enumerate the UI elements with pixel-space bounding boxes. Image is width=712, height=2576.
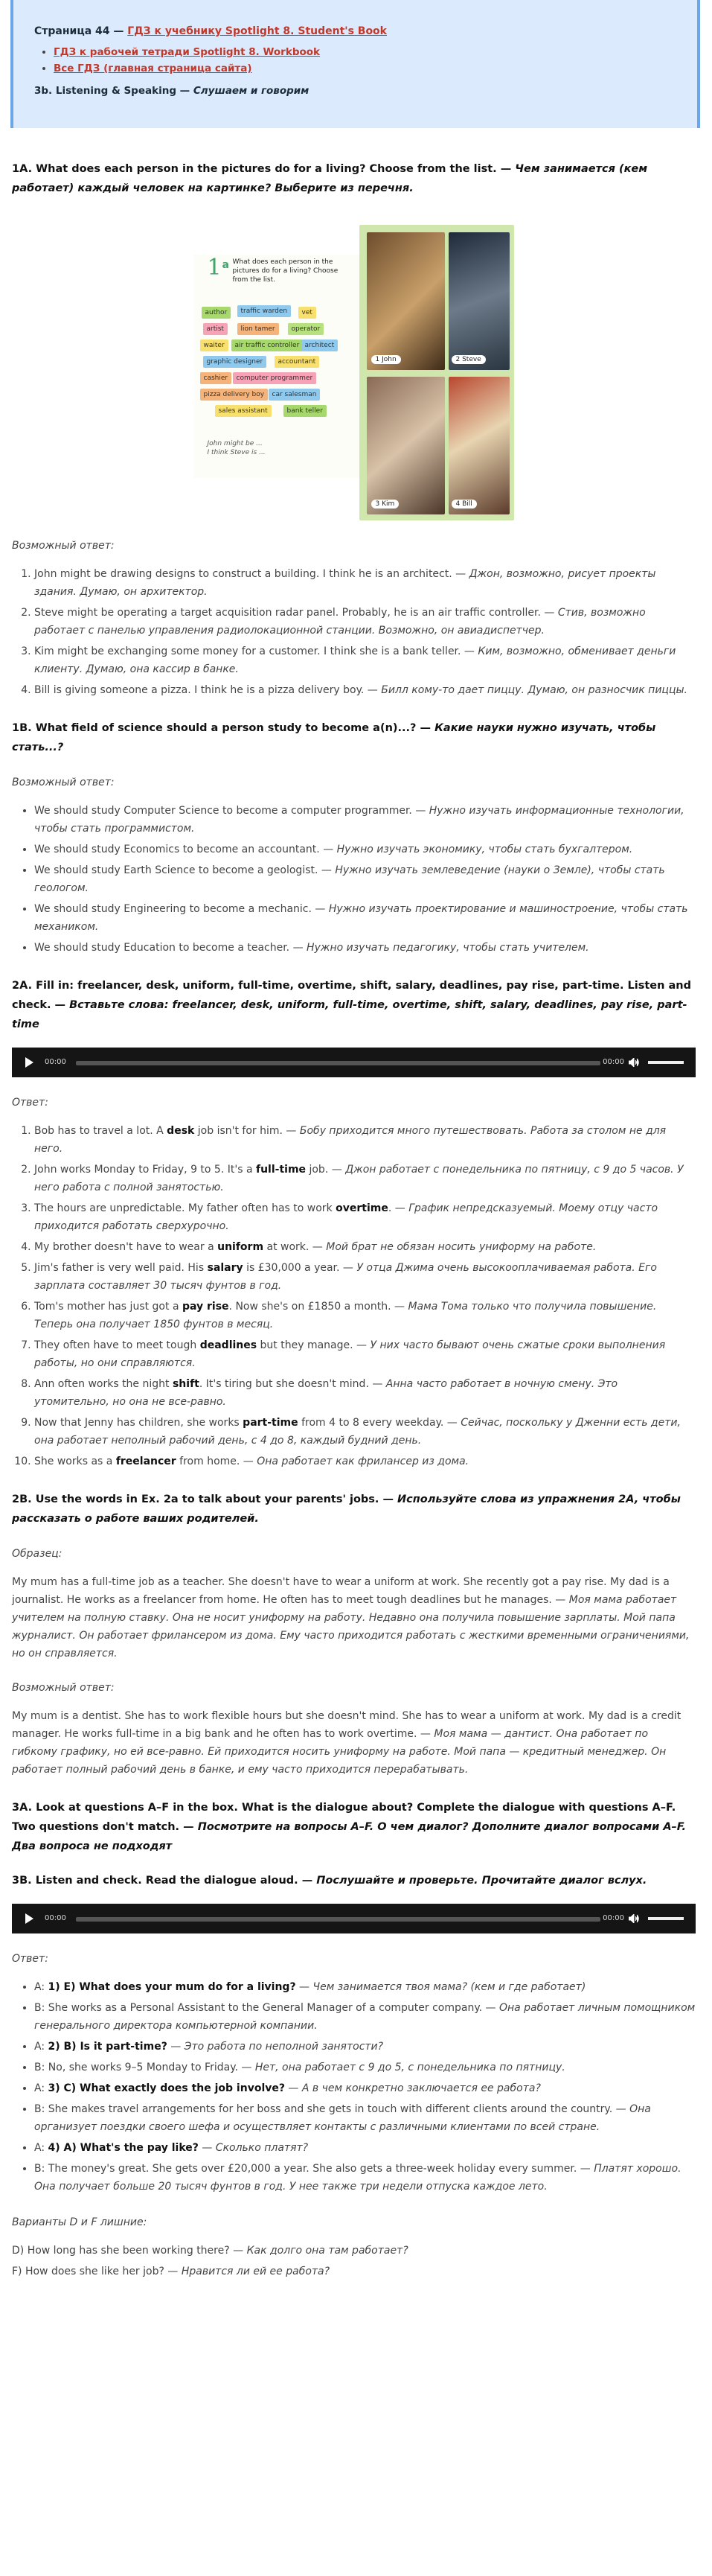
answer-ru: Джон, возможно, рисует проекты здания. Думаю, он архитектор.: [34, 568, 656, 598]
dialogue-line: [34, 2100, 696, 2136]
line-ru: Это работа по неполной занятости?: [184, 2041, 384, 2053]
answer-text: Bob has to travel a lot. A: [34, 1125, 167, 1137]
answer-text: is £30,000 a year. —: [243, 1262, 353, 1274]
question: 2) B) Is it part-time?: [48, 2041, 167, 2053]
list-item: [34, 802, 696, 838]
answer-ru: Стив, возможно работает с панелью управления радиолокационной станции. Возможно, он авиадиспетчер.: [34, 607, 646, 637]
line-ru: Сколько платят?: [215, 2142, 309, 2154]
photo-label: 1 John: [371, 355, 401, 364]
dialogue-list: [12, 1978, 696, 2196]
dialogue-line: [34, 2079, 696, 2097]
answer-ru: Мама Тома только что получила повышение. Теперь она получает 1850 фунтов в месяц.: [34, 1301, 657, 1330]
section-title: [34, 85, 676, 97]
answer-ru: Нужно изучать проектирование и машиностроение, чтобы стать механиком.: [34, 903, 688, 933]
job-chip: sales assistant: [215, 405, 272, 417]
sample-paragraph: [12, 1573, 696, 1662]
answer-ru: Нужно изучать экономику, чтобы стать бухгалтером.: [336, 844, 633, 855]
duration: 00:00: [603, 1058, 624, 1066]
example-line: John might be ...: [207, 440, 263, 447]
line-ru: Она работает личным помощником генерального директора компьютерной компании.: [34, 2002, 696, 2032]
current-time: 00:00: [45, 1914, 66, 1922]
answer-ru: Билл кому-то дает пиццу. Думаю, он разносчик пиццы.: [381, 684, 687, 696]
job-chip: lion tamer: [237, 323, 279, 335]
answer-ru: Нужно изучать информационные технологии, чтобы стать программистом.: [34, 805, 684, 835]
list-item: [34, 565, 696, 601]
answer-word: salary: [207, 1262, 243, 1274]
answer-text: They often have to meet tough: [34, 1339, 200, 1351]
answer-en: John might be drawing designs to construct a building. I think he is an architect. —: [34, 568, 466, 580]
line-en: The money's great. She gets over £20,000 a year. She also gets a three-week holiday every summer. —: [48, 2163, 591, 2175]
job-chip: car salesman: [269, 389, 321, 401]
answer-ru: Ким, возможно, обменивает деньги клиенту. Думаю, она кассир в банке.: [34, 645, 676, 675]
textbook-example-note: [208, 439, 266, 457]
list-item: [34, 1199, 696, 1235]
answer-text: . It's tiring but she doesn't mind. —: [199, 1378, 383, 1390]
photo-label: 2 Steve: [452, 355, 486, 364]
list-item: [34, 604, 696, 640]
speaker: A:: [34, 1981, 48, 1993]
list-item: [34, 900, 696, 936]
link-list: [34, 46, 676, 74]
section-title-ru: Слушаем и говорим: [193, 85, 310, 97]
volume-icon[interactable]: [629, 1058, 639, 1067]
sample-en: My mum has a full-time job as a teacher. She doesn't have to wear a uniform at work. She recently got a pay rise. My dad is a journalist. He works as a freelancer from home. He often has to meet tough deadlines but he manages. —: [12, 1576, 670, 1606]
photo-steve: [449, 232, 510, 370]
answer-word: uniform: [217, 1241, 264, 1253]
answer-text: from 4 to 8 every weekday. —: [298, 1417, 458, 1429]
line-en: —: [198, 2142, 213, 2154]
line-en: She makes travel arrangements for her boss and she gets in touch with different clients around the country. —: [48, 2103, 626, 2115]
line-en: —: [284, 2082, 299, 2094]
dialogue-line: [34, 1999, 696, 2035]
extra-label: Варианты D и F лишние:: [12, 2216, 147, 2228]
extra-en: F) How does she like her job? —: [12, 2266, 179, 2277]
speaker: A:: [34, 2082, 48, 2094]
task-letter: a: [222, 259, 229, 271]
answer-text: job. —: [306, 1164, 342, 1176]
section-title-en: 3b. Listening & Speaking —: [34, 85, 190, 97]
answer-ru: График непредсказуемый. Моему отцу часто приходится работать сверхурочно.: [34, 1202, 658, 1232]
photo-john: [367, 232, 445, 370]
answer-word: part-time: [243, 1417, 298, 1429]
task-1a-heading: [12, 159, 696, 198]
answer-label: Возможный ответ:: [12, 777, 115, 788]
answer-word: desk: [167, 1125, 195, 1137]
task-2a-title-en: 2A. Fill in: freelancer, desk, uniform, full-time, overtime, shift, salary, deadlines, pay rise, part-time. Listen and check. —: [12, 980, 691, 1011]
list-item: [34, 643, 696, 678]
extra-en: D) How long has she been working there? —: [12, 2245, 244, 2257]
answer-text: The hours are unpredictable. My father often has to work: [34, 1202, 336, 1214]
task-3a-heading: [12, 1798, 696, 1856]
task-3b-heading: [12, 1871, 696, 1890]
list-item: [12, 2263, 696, 2280]
task-3b-title-ru: Послушайте и проверьте. Прочитайте диалог вслух.: [316, 1875, 647, 1887]
sample-ru: Моя мама работает учителем на полную ставку. Она не носит униформу на работу. Недавно она получила повышение зарплаты. Мой папа журналист. Он работает фрилансером из дома. Ему часто приходится работать с жесткими временными ограничениями, но он справляется.: [12, 1594, 690, 1660]
task-3b-title-en: 3B. Listen and check. Read the dialogue aloud. —: [12, 1875, 313, 1887]
answer-text: She works as a: [34, 1456, 116, 1467]
speaker: B:: [34, 2163, 48, 2175]
textbook-task-text: What does each person in the pictures do for a living? Choose from the list.: [232, 258, 339, 284]
photo-label: 3 Kim: [371, 500, 400, 508]
answer-ru: Нужно изучать землеведение (науки о Земле), чтобы стать геологом.: [34, 864, 665, 894]
line-ru: Она организует поездки своего шефа и осуществляет контакты с различными клиентами по всей стране.: [34, 2103, 651, 2133]
answer-ru: Анна часто работает в ночную смену. Это утомительно, но она не все-равно.: [34, 1378, 618, 1408]
photo-label: 4 Bill: [452, 500, 477, 508]
list-item: [34, 1259, 696, 1295]
answer-ru: У них часто бывают очень сжатые сроки выполнения работы, но они справляются.: [34, 1339, 666, 1369]
question: 1) E) What does your mum do for a living?: [48, 1981, 296, 1993]
answer-ru: Нужно изучать педагогику, чтобы стать учителем.: [307, 942, 589, 954]
extra-ru: Нравится ли ей ее работа?: [181, 2266, 330, 2277]
dialogue-line: [34, 2160, 696, 2196]
task-1b-title-ru: Какие науки нужно изучать, чтобы стать...?: [12, 722, 656, 753]
job-chip: graphic designer: [203, 356, 267, 368]
extra-ru: Как долго она там работает?: [246, 2245, 408, 2257]
job-chip: pizza delivery boy: [200, 389, 269, 401]
speaker: B:: [34, 2002, 48, 2014]
volume-icon[interactable]: [629, 1914, 639, 1923]
sample-label: Образец:: [12, 1548, 62, 1560]
example-line: I think Steve is ...: [207, 449, 266, 456]
link-home[interactable]: Все ГДЗ (главная страница сайта): [54, 63, 252, 74]
play-icon[interactable]: [25, 1913, 33, 1924]
answer-en: We should study Economics to become an accountant. —: [34, 844, 334, 855]
task-2b-title-ru: Используйте слова из упражнения 2A, чтобы рассказать о работе ваших родителей.: [12, 1493, 681, 1525]
answer-text: . Now she's on £1850 a month. —: [228, 1301, 405, 1313]
task-2a-title-ru: Вставьте слова: freelancer, desk, uniform, full-time, overtime, shift, salary, deadlines, pay rise, part-time: [12, 999, 687, 1030]
job-chip: accountant: [275, 356, 320, 368]
photo-bill: [449, 377, 510, 514]
answer-ru: Она работает как фрилансер из дома.: [257, 1456, 469, 1467]
answer-en: We should study Engineering to become a mechanic. —: [34, 903, 326, 915]
list-item: [34, 939, 696, 957]
answer-text: My brother doesn't have to wear a: [34, 1241, 218, 1253]
line-en: She works as a Personal Assistant to the General Manager of a computer company. —: [48, 2002, 496, 2014]
dialogue-line: [34, 2038, 696, 2056]
answer-word: deadlines: [199, 1339, 257, 1351]
list-item: [54, 46, 676, 58]
list-item: [34, 1161, 696, 1196]
answer-text: Tom's mother has just got a: [34, 1301, 182, 1313]
answer-text: from home. —: [176, 1456, 254, 1467]
list-item: [34, 1298, 696, 1333]
job-chip: air traffic controller: [231, 339, 304, 351]
answer-ru: Бобу приходится много путешествовать. Работа за столом не для него.: [34, 1125, 667, 1155]
answer-list-1a: [12, 565, 696, 699]
list-item: [34, 1122, 696, 1158]
link-students-book[interactable]: ГДЗ к учебнику Spotlight 8. Student's Book: [127, 25, 387, 37]
task-1a-title-en: 1A. What does each person in the pictures do for a living? Choose from the list. —: [12, 163, 512, 175]
answer-text: at work. —: [263, 1241, 323, 1253]
answer-text: Now that Jenny has children, she works: [34, 1417, 243, 1429]
main-content: [0, 159, 712, 2280]
answer-en: Bill is giving someone a pizza. I think he is a pizza delivery boy. —: [34, 684, 378, 696]
task-1b-heading: [12, 718, 696, 757]
list-item: [34, 1238, 696, 1256]
task-3a-title-ru: Посмотрите на вопросы A–F. О чем диалог? Дополните диалог вопросами A–F. Два вопроса не подходят: [12, 1821, 687, 1852]
list-item: [34, 841, 696, 858]
task-1a-title-ru: Чем занимается (кем работает) каждый человек на картинке? Выберите из перечня.: [12, 163, 648, 194]
question: 3) C) What exactly does the job involve?: [48, 2082, 285, 2094]
dialogue-line: [34, 2139, 696, 2157]
answer-word: shift: [172, 1378, 199, 1390]
speaker: B:: [34, 2062, 48, 2073]
answer-en: We should study Computer Science to become a computer programmer. —: [34, 805, 426, 817]
job-chip: computer programmer: [233, 372, 317, 384]
line-en: No, she works 9–5 Monday to Friday. —: [48, 2062, 252, 2073]
list-item: [12, 2242, 696, 2260]
volume-slider[interactable]: [648, 1917, 684, 1920]
question: 4) A) What's the pay like?: [48, 2142, 199, 2154]
answer-text: Ann often works the night: [34, 1378, 173, 1390]
speaker: A:: [34, 2142, 48, 2154]
dialogue-line: [34, 2059, 696, 2076]
answer-word: full-time: [255, 1164, 307, 1176]
answer-text: but they manage. —: [257, 1339, 368, 1351]
line-ru: Чем занимается твоя мама? (кем и где работает): [312, 1981, 586, 1993]
answer-en: My mum is a dentist. She has to work flexible hours but she doesn't mind. She has to wear a uniform at work. My dad is a credit manager. He works full-time in a big bank and he often has to work overtime. —: [12, 1710, 681, 1740]
task-3a-title-en: 3A. Look at questions A–F in the box. What is the dialogue about? Complete the dialogue with questions A–F. Two questions don't match. —: [12, 1802, 676, 1833]
page-links-line: [34, 25, 676, 37]
answer-ru: Мой брат не обязан носить униформу на работе.: [326, 1241, 597, 1253]
list-item: [34, 861, 696, 897]
answer-ru: Моя мама — дантист. Она работает по гибкому графику, но ей все-равно. Ей приходится носить униформу на работе. Мой папа — кредитный менеджер. Он работает полный рабочий день в банке, и ему часто приходится перерабатывать.: [12, 1728, 667, 1776]
answer-label: Возможный ответ:: [12, 1682, 115, 1694]
answer-en: Steve might be operating a target acquisition radar panel. Probably, he is an air traffic controller. —: [34, 607, 555, 619]
textbook-image: [194, 225, 514, 520]
line-ru: Платят хорошо. Она получает больше 20 тысяч фунтов в год. У нее также три недели отпуска каждое лето.: [34, 2163, 681, 2193]
answer-word: freelancer: [115, 1456, 176, 1467]
job-chip: author: [202, 307, 231, 319]
job-chip: artist: [203, 323, 228, 335]
answer-text: John works Monday to Friday, 9 to 5. It's a: [34, 1164, 256, 1176]
answer-en: We should study Education to become a teacher. —: [34, 942, 304, 954]
current-time: 00:00: [45, 1058, 66, 1066]
list-item: [34, 1414, 696, 1450]
answer-list-1b: [12, 802, 696, 957]
extra-list: [12, 2242, 696, 2280]
audio-player: [12, 1048, 696, 1077]
task-1b-title-en: 1B. What field of science should a person study to become a(n)...? —: [12, 722, 432, 734]
answer-list-2a: [12, 1122, 696, 1470]
photo-kim: [367, 377, 445, 514]
list-item: [34, 1336, 696, 1372]
line-en: —: [167, 2041, 182, 2053]
answer-text: job isn't for him. —: [194, 1125, 297, 1137]
job-chip: operator: [288, 323, 324, 335]
answer-text: Jim's father is very well paid. His: [34, 1262, 208, 1274]
task-2b-title-en: 2B. Use the words in Ex. 2a to talk about your parents' jobs. —: [12, 1493, 394, 1505]
list-item: [34, 681, 696, 699]
answer-label: Ответ:: [12, 1953, 48, 1965]
line-ru: А в чем конкретно заключается ее работа?: [301, 2082, 541, 2094]
job-chip: waiter: [200, 339, 228, 351]
audio-player: [12, 1904, 696, 1933]
link-workbook[interactable]: ГДЗ к рабочей тетради Spotlight 8. Workbook: [54, 46, 321, 58]
line-en: —: [295, 1981, 310, 1993]
answer-label: Ответ:: [12, 1097, 48, 1109]
textbook-task-panel: [194, 255, 359, 478]
list-item: [54, 63, 676, 74]
answer-label: Возможный ответ:: [12, 540, 115, 552]
task-2a-heading: [12, 976, 696, 1034]
job-chip: bank teller: [283, 405, 327, 417]
list-item: [34, 1453, 696, 1470]
answer-paragraph: [12, 1707, 696, 1779]
seek-bar[interactable]: [76, 1917, 600, 1922]
answer-word: pay rise: [182, 1301, 229, 1313]
job-chip: vet: [298, 307, 316, 319]
task-2b-heading: [12, 1490, 696, 1528]
answer-ru: Джон работает с понедельника по пятницу, с 9 до 5 часов. У него работа с полной занятостью.: [34, 1164, 684, 1193]
answer-ru: Сейчас, поскольку у Дженни есть дети, она работает неполный рабочий день, с 4 до 8, каждый будний день.: [34, 1417, 681, 1447]
answer-en: Kim might be exchanging some money for a customer. I think she is a bank teller. —: [34, 645, 475, 657]
list-item: [34, 1375, 696, 1411]
line-ru: Нет, она работает с 9 до 5, с понедельника по пятницу.: [254, 2062, 565, 2073]
speaker: A:: [34, 2041, 48, 2053]
volume-slider[interactable]: [648, 1061, 684, 1064]
job-chip: cashier: [200, 372, 232, 384]
duration: 00:00: [603, 1914, 624, 1922]
answer-word: overtime: [336, 1202, 388, 1214]
job-chip: traffic warden: [237, 305, 292, 317]
seek-bar[interactable]: [76, 1061, 600, 1065]
task-number: 1: [207, 255, 222, 281]
speaker: B:: [34, 2103, 48, 2115]
answer-en: We should study Earth Science to become a geologist. —: [34, 864, 332, 876]
play-icon[interactable]: [25, 1057, 33, 1068]
dialogue-line: [34, 1978, 696, 1996]
job-chip: architect: [301, 339, 339, 351]
page-prefix: Страница 44 —: [34, 25, 124, 37]
navigation-box: [10, 0, 700, 128]
answer-text: . —: [388, 1202, 405, 1214]
answer-ru: У отца Джима очень высокооплачиваемая работа. Его зарплата составляет 30 тысяч фунтов в год.: [34, 1262, 657, 1292]
